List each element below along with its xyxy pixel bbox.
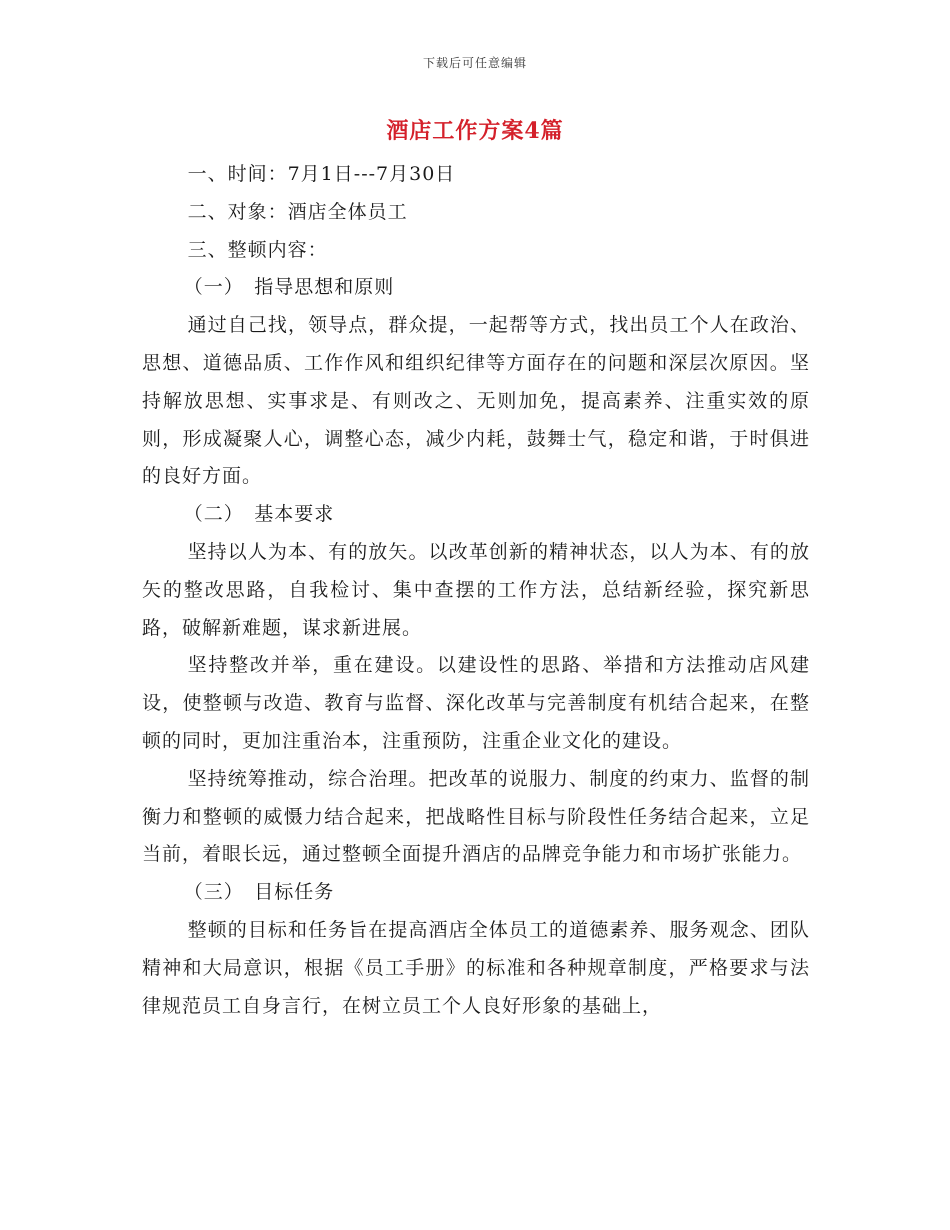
subheading-basic-requirements: （二） 基本要求 [183, 503, 335, 526]
section-time: 一、时间：7月1日---7月30日 [187, 163, 456, 185]
document-body [142, 156, 810, 1025]
document-title: 酒店工作方案4篇 [386, 118, 564, 144]
section-target: 二、对象：酒店全体员工 [187, 200, 408, 223]
header-note: 下载后可任意编辑 [422, 56, 527, 70]
subheading-goals: （三） 目标任务 [183, 881, 335, 904]
paragraph-requirement-2: 坚持整改并举，重在建设。以建设性的思路、举措和方法推动店风建设，使整顿与改造、教育与监督、深化改革与完善制度有机结合起来，在整顿的同时，更加注重治本，注重预防，注重企业文化的建设。 [142, 654, 810, 752]
section-content: 三、整顿内容： [187, 238, 328, 261]
paragraph-requirement-1: 坚持以人为本、有的放矢。以改革创新的精神状态，以人为本、有的放矢的整改思路，自我检讨、集中查摆的工作方法，总结新经验，探究新思路，破解新难题，谋求新进展。 [142, 540, 810, 639]
subheading-guiding-principles: （一） 指导思想和原则 [183, 276, 395, 299]
paragraph-guiding-principles: 通过自己找，领导点，群众提，一起帮等方式，找出员工个人在政治、思想、道德品质、工作作风和组织纪律等方面存在的问题和深层次原因。坚持解放思想、实事求是、有则改之、无则加免，提高素养、注重实效的原则，形成凝聚人心，调整心态，减少内耗，鼓舞士气，稳定和谐，于时俱进的良好方面。 [142, 314, 810, 488]
paragraph-goals: 整顿的目标和任务旨在提高酒店全体员工的道德素养、服务观念、团队精神和大局意识，根据《员工手册》的标准和各种规章制度，严格要求与法律规范员工自身言行，在树立员工个人良好形象的基础上， [142, 918, 810, 1017]
paragraph-requirement-3: 坚持统筹推动，综合治理。把改革的说服力、制度的约束力、监督的制衡力和整顿的威慑力结合起来，把战略性目标与阶段性任务结合起来，立足当前，着眼长远，通过整顿全面提升酒店的品牌竞争能力和市场扩张能力。 [142, 767, 810, 866]
